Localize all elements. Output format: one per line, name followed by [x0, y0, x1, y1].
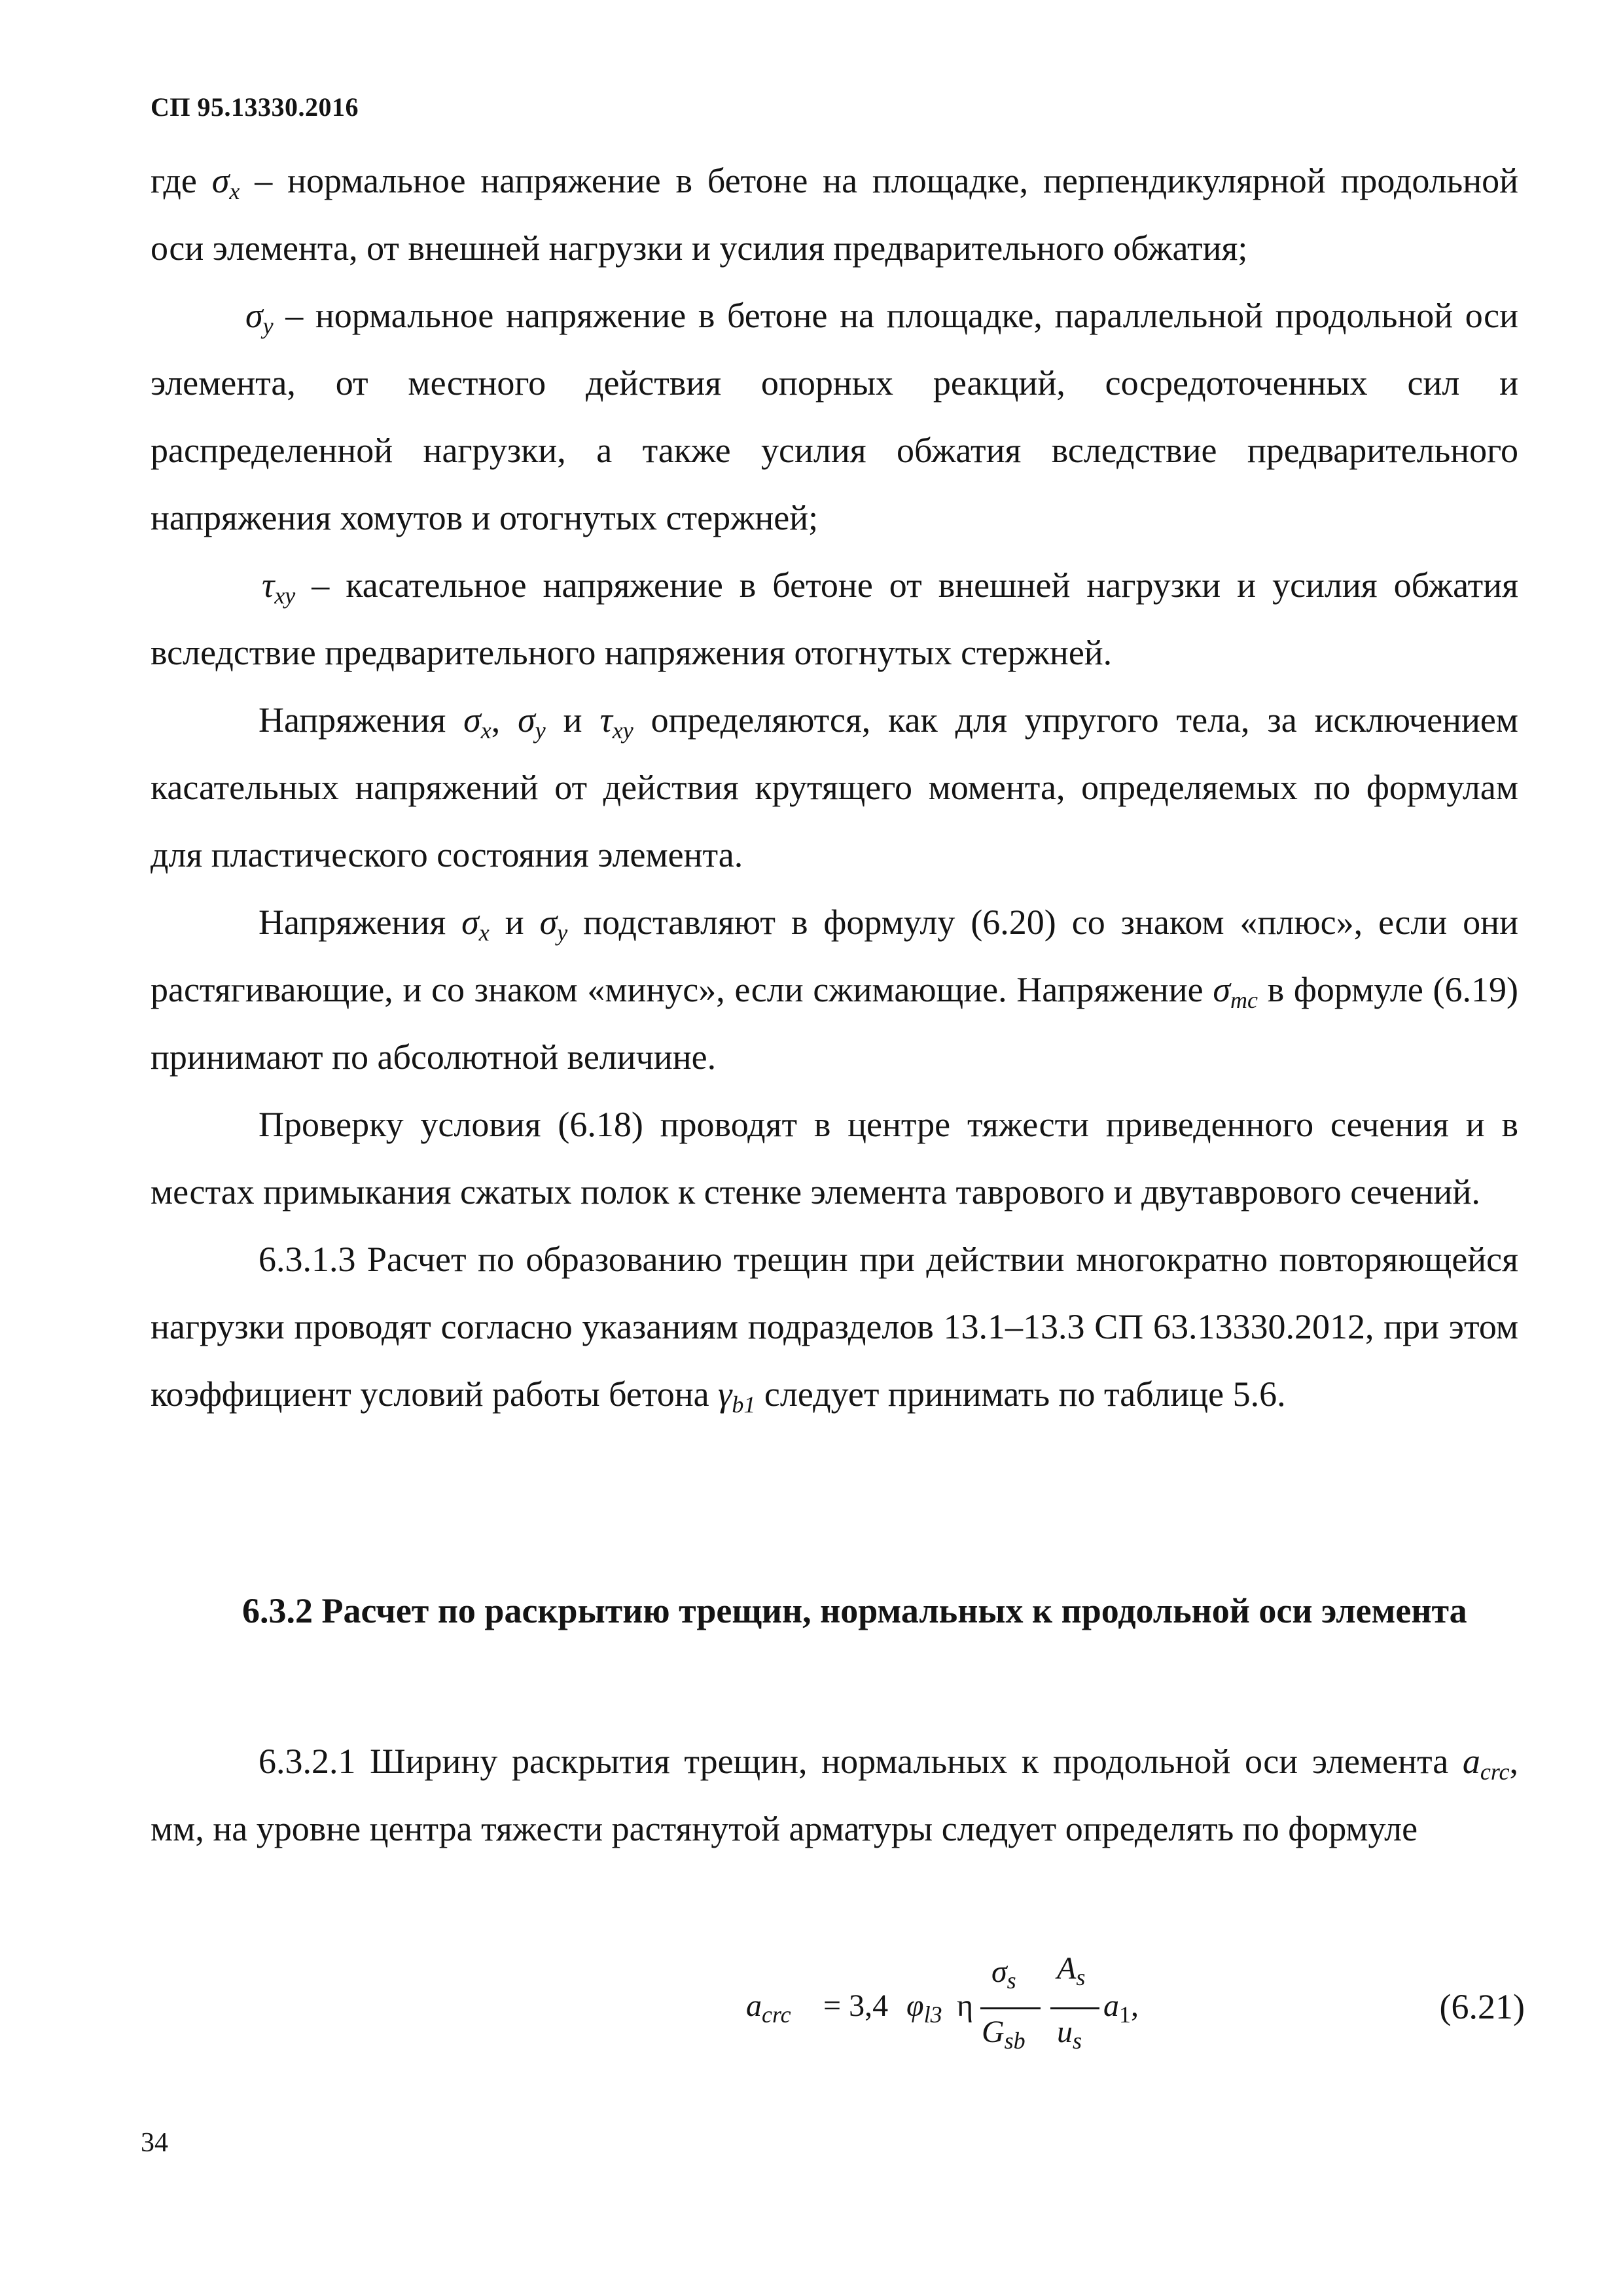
body-text-bottom — [151, 1728, 1518, 1863]
formula-coefficient: = 3,4 — [823, 1988, 889, 2023]
formula-eta: η — [957, 1988, 974, 2023]
paragraph-check-condition: Проверку условия (6.18) проводят в центре тяжести приведенного сечения и в местах примыкания сжатых полок к стенке элемента таврового и двутаврового сечений. — [151, 1105, 1518, 1211]
formula-6-21 — [733, 1947, 1139, 2072]
paragraph-sign-convention: Напряжения $\sigma_x$ и $\sigma_y$ подставляют в формулу (6.20) со знаком «плюс», если они растягивающие, и со знаком «минус», если сжимающие. Напряжение $\sigma_{mc}$ в формуле (6.19) принимают по абсолютной величине. — [151, 903, 1518, 1077]
paragraph-stresses-defined: Напряжения $\sigma_x$, $\sigma_y$ и $\tau_{xy}$ определяются, как для упругого тела, за исключением касательных напряжений от действия крутящего момента, определяемых по формулам для пластического состояния элемента. — [151, 700, 1518, 874]
formula-tail: $a_1$, — [1103, 1988, 1139, 2028]
formula-denominator-g: $G_{sb}$ — [982, 2015, 1026, 2054]
paragraph-tau-xy: $\tau_{xy}$ – касательное напряжение в бетоне от внешней нагрузки и усилия обжатия вследствие предварительного напряжения отогнутых стержней. — [151, 565, 1518, 672]
formula-denominator-u: $u_s$ — [1057, 2015, 1082, 2054]
formula-numerator-a: $A_s$ — [1057, 1951, 1086, 1990]
section-block — [151, 1577, 1518, 1645]
fraction-bar-1 — [980, 2007, 1041, 2009]
paragraph-6-3-1-3: 6.3.1.3 Расчет по образованию трещин при действии многократно повторяющейся нагрузки проводят согласно указаниям подразделов 13.1–13.3 СП 63.13330.2012, при этом коэффициент условий работы бетона $\gamma_{b1}$ следует принимать по таблице 5.6. — [151, 1240, 1518, 1418]
page-number: 34 — [141, 2128, 168, 2158]
paragraph-sigma-x: где $\sigma_x$ – нормальное напряжение в бетоне на площадке, перпендикулярной продольной оси элемента, от внешней нагрузки и усилия предварительного обжатия; — [151, 161, 1518, 268]
fraction-bar-2 — [1050, 2007, 1099, 2009]
body-text-top — [151, 147, 1518, 1428]
equation-number: (6.21) — [1439, 1987, 1525, 2026]
formula-numerator-sigma: $\sigma_s$ — [991, 1954, 1016, 1994]
section-heading-6-3-2: 6.3.2 Расчет по раскрытию трещин, нормальных к продольной оси элемента — [242, 1591, 1467, 1630]
formula-phi: $\varphi_{l3}$ — [906, 1988, 942, 2028]
paragraph-6-3-2-1: 6.3.2.1 Ширину раскрытия трещин, нормальных к продольной оси элемента $a_{crc}$, мм, на уровне центра тяжести растянутой арматуры следует определять по формуле — [151, 1742, 1518, 1848]
formula-lhs: $a_{crc}$ — [746, 1988, 791, 2028]
paragraph-sigma-y: $\sigma_y$ – нормальное напряжение в бетоне на площадке, параллельной продольной оси элемента, от местного действия опорных реакций, сосредоточенных сил и распределенной нагрузки, а также усилия обжатия вследствие предварительного напряжения хомутов и отогнутых стержней; — [151, 296, 1518, 537]
document-code-header: СП 95.13330.2016 — [151, 92, 359, 122]
